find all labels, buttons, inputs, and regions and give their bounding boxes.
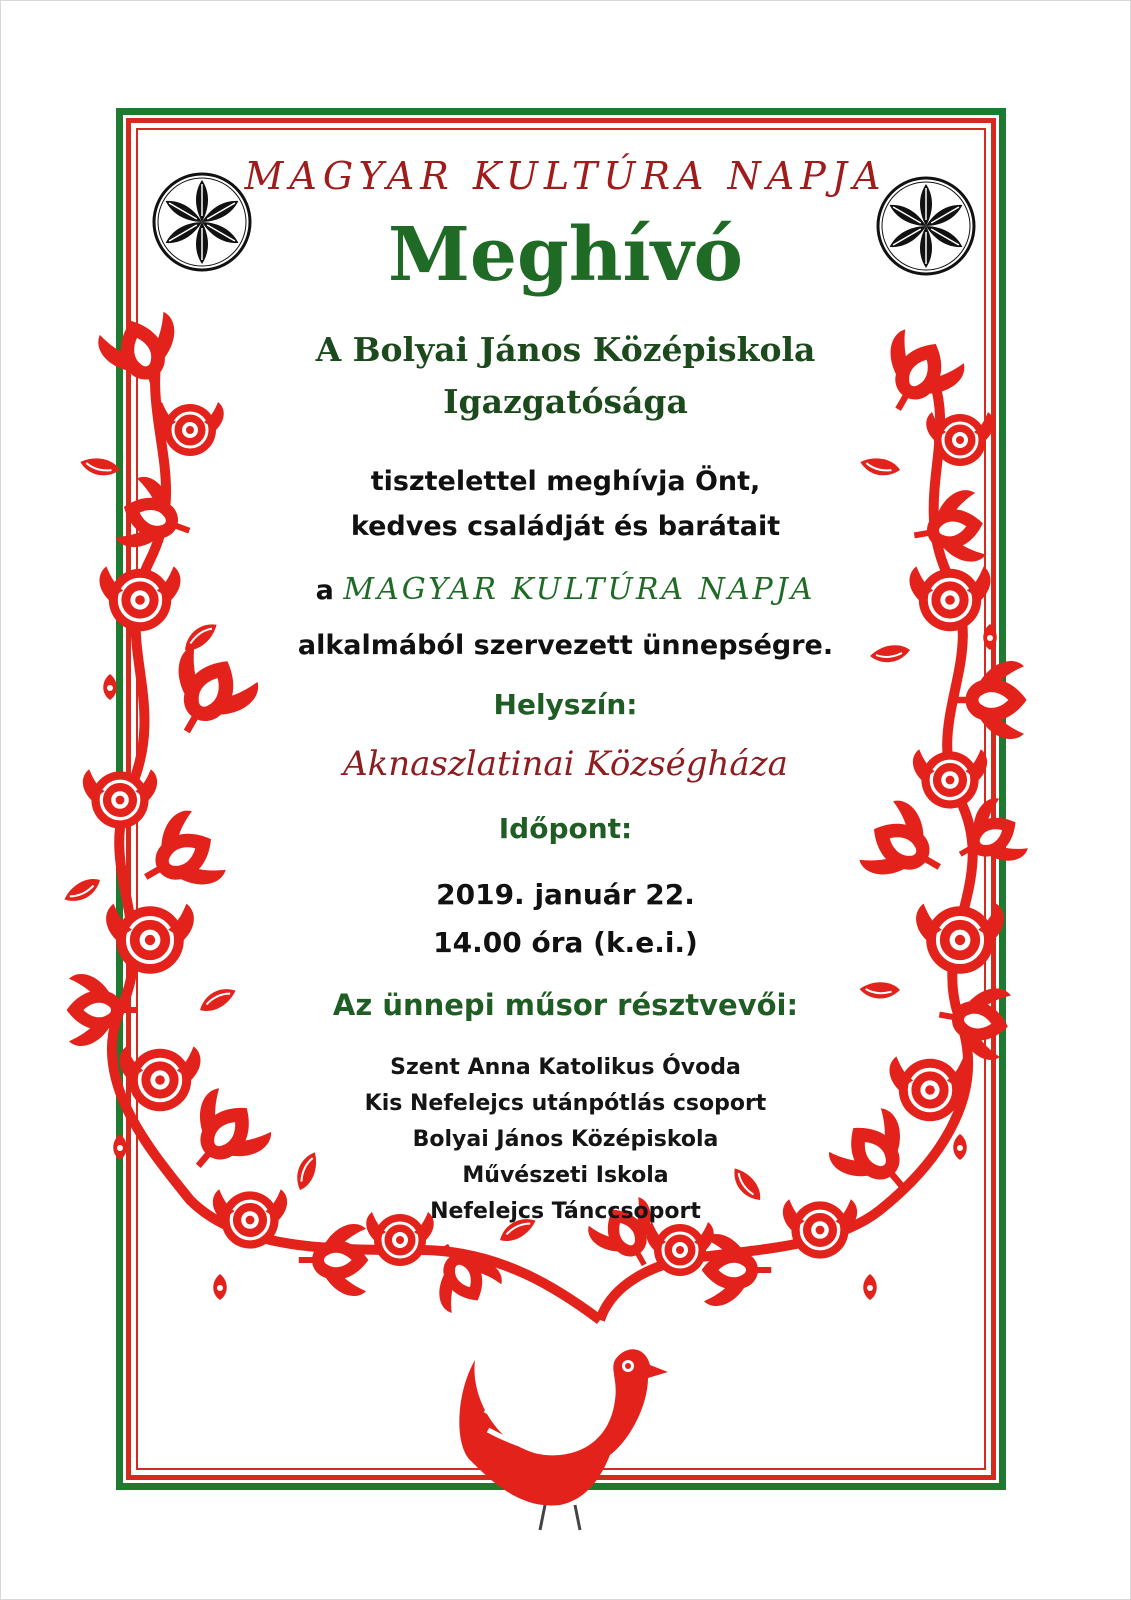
participant-item: Szent Anna Katolikus Óvoda xyxy=(390,1055,741,1080)
event-title: MAGYAR KULTÚRA NAPJA xyxy=(244,154,887,198)
invitation-text-line-4: alkalmából szervezett ünnepségre. xyxy=(297,630,834,661)
invitation-heading: Meghívó xyxy=(387,212,743,298)
article-prefix: a xyxy=(315,575,334,606)
invitation-text-line-2: kedves családját és barátait xyxy=(350,511,781,542)
participants-list xyxy=(0,1050,1131,1230)
participant-item: Nefelejcs Tánccsoport xyxy=(430,1199,701,1224)
participant-item: Művészeti Iskola xyxy=(462,1163,669,1188)
time-label: Időpont: xyxy=(498,812,633,845)
event-name-inline: MAGYAR KULTÚRA NAPJA xyxy=(343,572,816,607)
participant-item: Kis Nefelejcs utánpótlás csoport xyxy=(364,1091,767,1116)
host-school-name: A Bolyai János Középiskola xyxy=(315,330,816,369)
invitation-text-line-3 xyxy=(0,572,1131,607)
invitation-text-line-1: tisztelettel meghívja Önt, xyxy=(370,466,761,497)
venue-label: Helyszín: xyxy=(493,688,638,721)
event-date: 2019. január 22. xyxy=(436,878,695,911)
participants-label: Az ünnepi műsor résztvevői: xyxy=(332,988,799,1022)
participant-item: Bolyai János Középiskola xyxy=(412,1127,719,1152)
event-time: 14.00 óra (k.e.i.) xyxy=(433,926,698,959)
host-directorate: Igazgatósága xyxy=(443,382,688,421)
venue-name: Aknaszlatinai Községháza xyxy=(343,744,788,784)
